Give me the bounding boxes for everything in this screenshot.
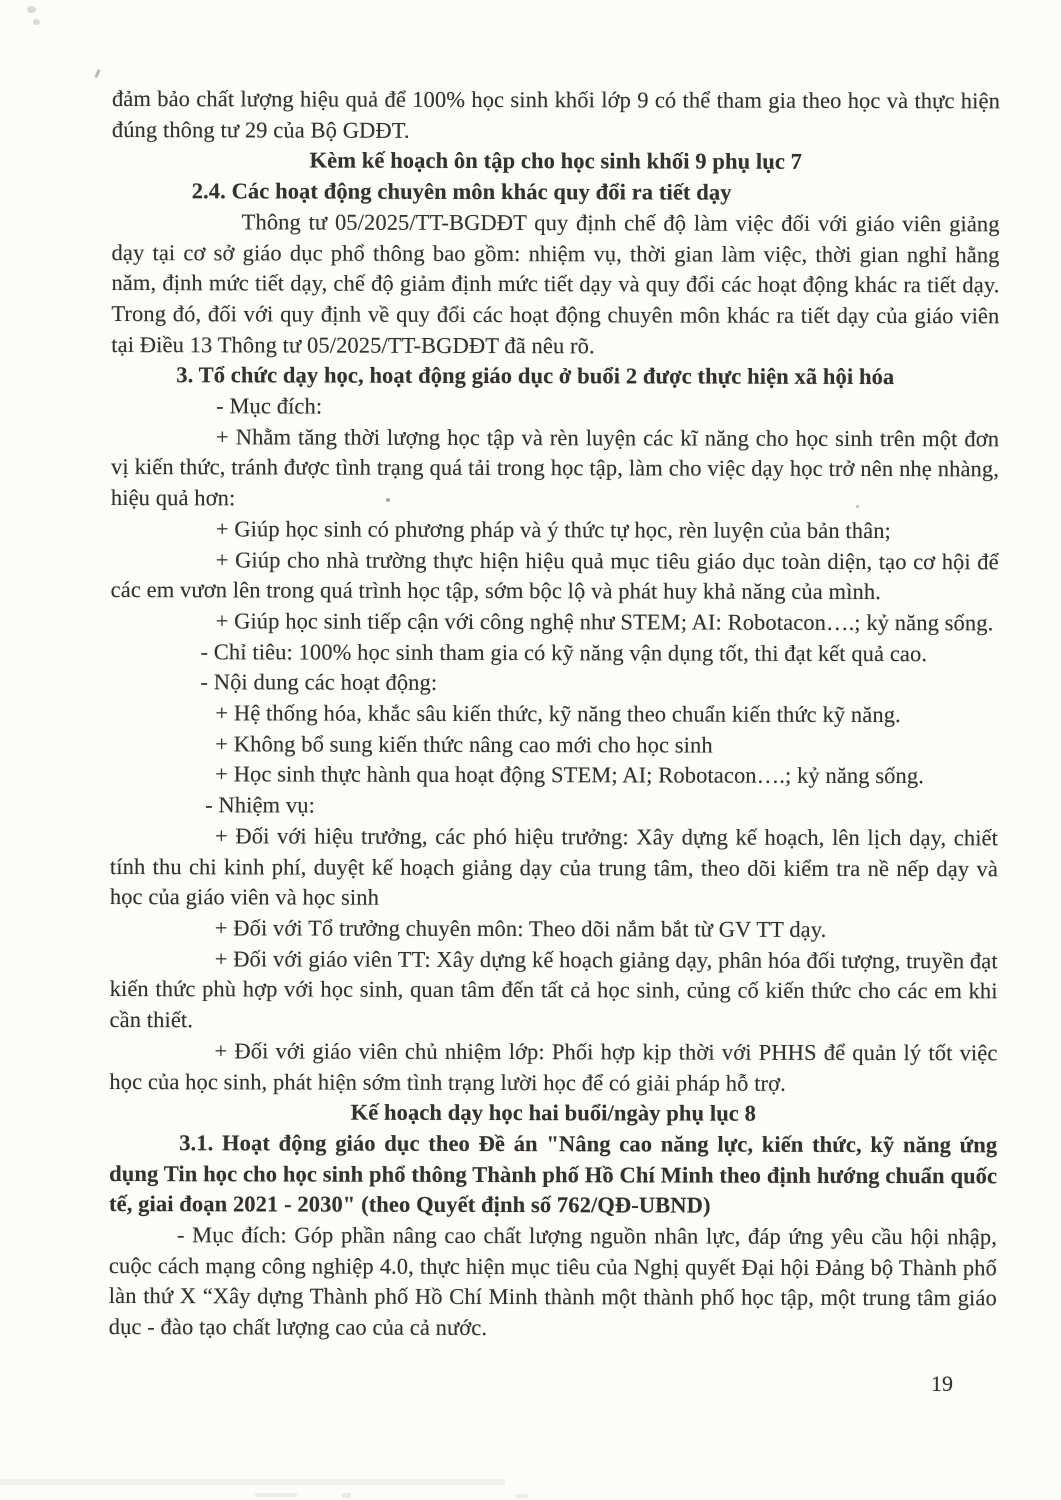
paragraph: 2.4. Các hoạt động chuyên môn khác quy đổi ra tiết dạy: [191, 178, 732, 205]
paragraph: - Mục đích:: [216, 393, 323, 419]
paragraph: - Mục đích: Góp phần nâng cao chất lượng nguồn nhân lực, đáp ứng yêu cầu hội nhập, cuộc cách mạng công nghiệp 4.0, thực hiện mục tiêu của Nghị quyết Đại hội Đảng bộ Thành phố làn thứ X “Xây dựng Thành phố Hồ Chí Minh thành một thành phố học tập, một trung tâm giáo dục - đào tạo chất lượng cao của cả nước.: [108, 1222, 998, 1341]
scan-speck-icon: [33, 19, 40, 25]
paragraph: + Giúp học sinh tiếp cận với công nghệ như STEM; AI: Robotacon….; kỷ năng sống.: [215, 608, 994, 636]
page-number: 19: [931, 1371, 953, 1396]
paragraph: 3. Tổ chức dạy học, hoạt động giáo dục ở buổi 2 được thực hiện xã hội hóa: [176, 362, 895, 390]
paragraph: Kế hoạch dạy học hai buổi/ngày phụ lục 8: [350, 1099, 757, 1126]
scan-speck-icon: [27, 6, 36, 13]
paragraph: + Nhằm tăng thời lượng học tập và rèn luyện các kĩ năng cho học sinh trên một đơn vị kiến thức, tránh được tình trạng quá tải trong học tập, làm cho việc dạy học trở nên nhẹ nhàng, hiệu quả hơn:: [110, 424, 1000, 511]
scan-smudge-icon: [342, 1493, 351, 1498]
paragraph: + Giúp học sinh có phương pháp và ý thức tự học, rèn luyện của bản thân;: [215, 516, 891, 543]
scan-smudge-icon: [255, 1493, 297, 1497]
paragraph: Thông tư 05/2025/TT-BGDĐT quy định chế độ làm việc đối với giáo viên giảng dạy tại cơ sở giáo dục phổ thông bao gồm: nhiệm vụ, thời gian làm việc, thời gian nghỉ hằng năm, định mức tiết dạy, chế độ giảm định mức tiết dạy và quy đổi các hoạt động khác ra tiết dạy. Trong đó, đối với quy định về quy đổi các hoạt động chuyên môn khác ra tiết dạy của giáo viên tại Điều 13 Thông tư 05/2025/TT-BGDĐT đã nêu rõ.: [111, 209, 1000, 358]
document-body: [109, 84, 1000, 1345]
paragraph: - Nhiệm vụ:: [205, 792, 315, 818]
paragraph: + Không bổ sung kiến thức nâng cao mới cho học sinh: [215, 731, 713, 758]
paragraph: 3.1. Hoạt động giáo dục theo Đề án "Nâng cao năng lực, kiến thức, kỹ năng ứng dụng Tin học cho học sinh phổ thông Thành phố Hồ Chí Minh theo định hướng chuẩn quốc tế, giai đoạn 2021 - 2030" (theo Quyết định số 762/QĐ-UBND): [109, 1130, 998, 1218]
paragraph: đảm bảo chất lượng hiệu quả để 100% học sinh khối lớp 9 có thể tham gia theo học và thực hiện đúng thông tư 29 của Bộ GDĐT.: [111, 85, 1000, 143]
paragraph: Kèm kế hoạch ôn tập cho học sinh khối 9 phụ lục 7: [309, 147, 803, 175]
paragraph: + Đối với hiệu trưởng, các phó hiệu trưởng: Xây dựng kế hoạch, lên lịch dạy, chiết tính thu chi kinh phí, duyệt kế hoạch giảng dạy của trung tâm, theo dõi kiểm tra nề nếp dạy và học của giáo viên và học sinh: [109, 823, 999, 910]
paragraph: + Đối với Tổ trưởng chuyên môn: Theo dõi nắm bắt từ GV TT dạy.: [214, 915, 827, 942]
paragraph: + Giúp cho nhà trường thực hiện hiệu quả mục tiêu giáo dục toàn diện, tạo cơ hội để các em vươn lên trong quá trình học tập, sớm bộc lộ và phát huy khả năng của mình.: [110, 546, 999, 605]
paragraph: + Hệ thống hóa, khắc sâu kiến thức, kỹ năng theo chuẩn kiến thức kỹ năng.: [215, 700, 901, 728]
scan-shadow-band: [0, 1479, 505, 1485]
paragraph: + Đối với giáo viên TT: Xây dựng kế hoạch giảng dạy, phân hóa đối tượng, truyền đạt kiến thức phù hợp với học sinh, quan tâm đến tất cả học sinh, củng cố kiến thức cho các em khi cần thiết.: [109, 945, 998, 1033]
scan-smudge-icon: [515, 1494, 529, 1498]
paragraph: - Chỉ tiêu: 100% học sinh tham gia có kỹ năng vận dụng tốt, thi đạt kết quả cao.: [200, 638, 928, 666]
paragraph: + Đối với giáo viên chủ nhiệm lớp: Phối hợp kịp thời với PHHS để quản lý tốt việc học của học sinh, phát hiện sớm tình trạng lười học để có giải pháp hỗ trợ.: [109, 1038, 998, 1096]
paragraph: + Học sinh thực hành qua hoạt động STEM; AI; Robotacon….; kỷ năng sống.: [215, 761, 925, 789]
scan-mark-icon: [94, 69, 101, 78]
paragraph: - Nội dung các hoạt động:: [200, 669, 438, 696]
